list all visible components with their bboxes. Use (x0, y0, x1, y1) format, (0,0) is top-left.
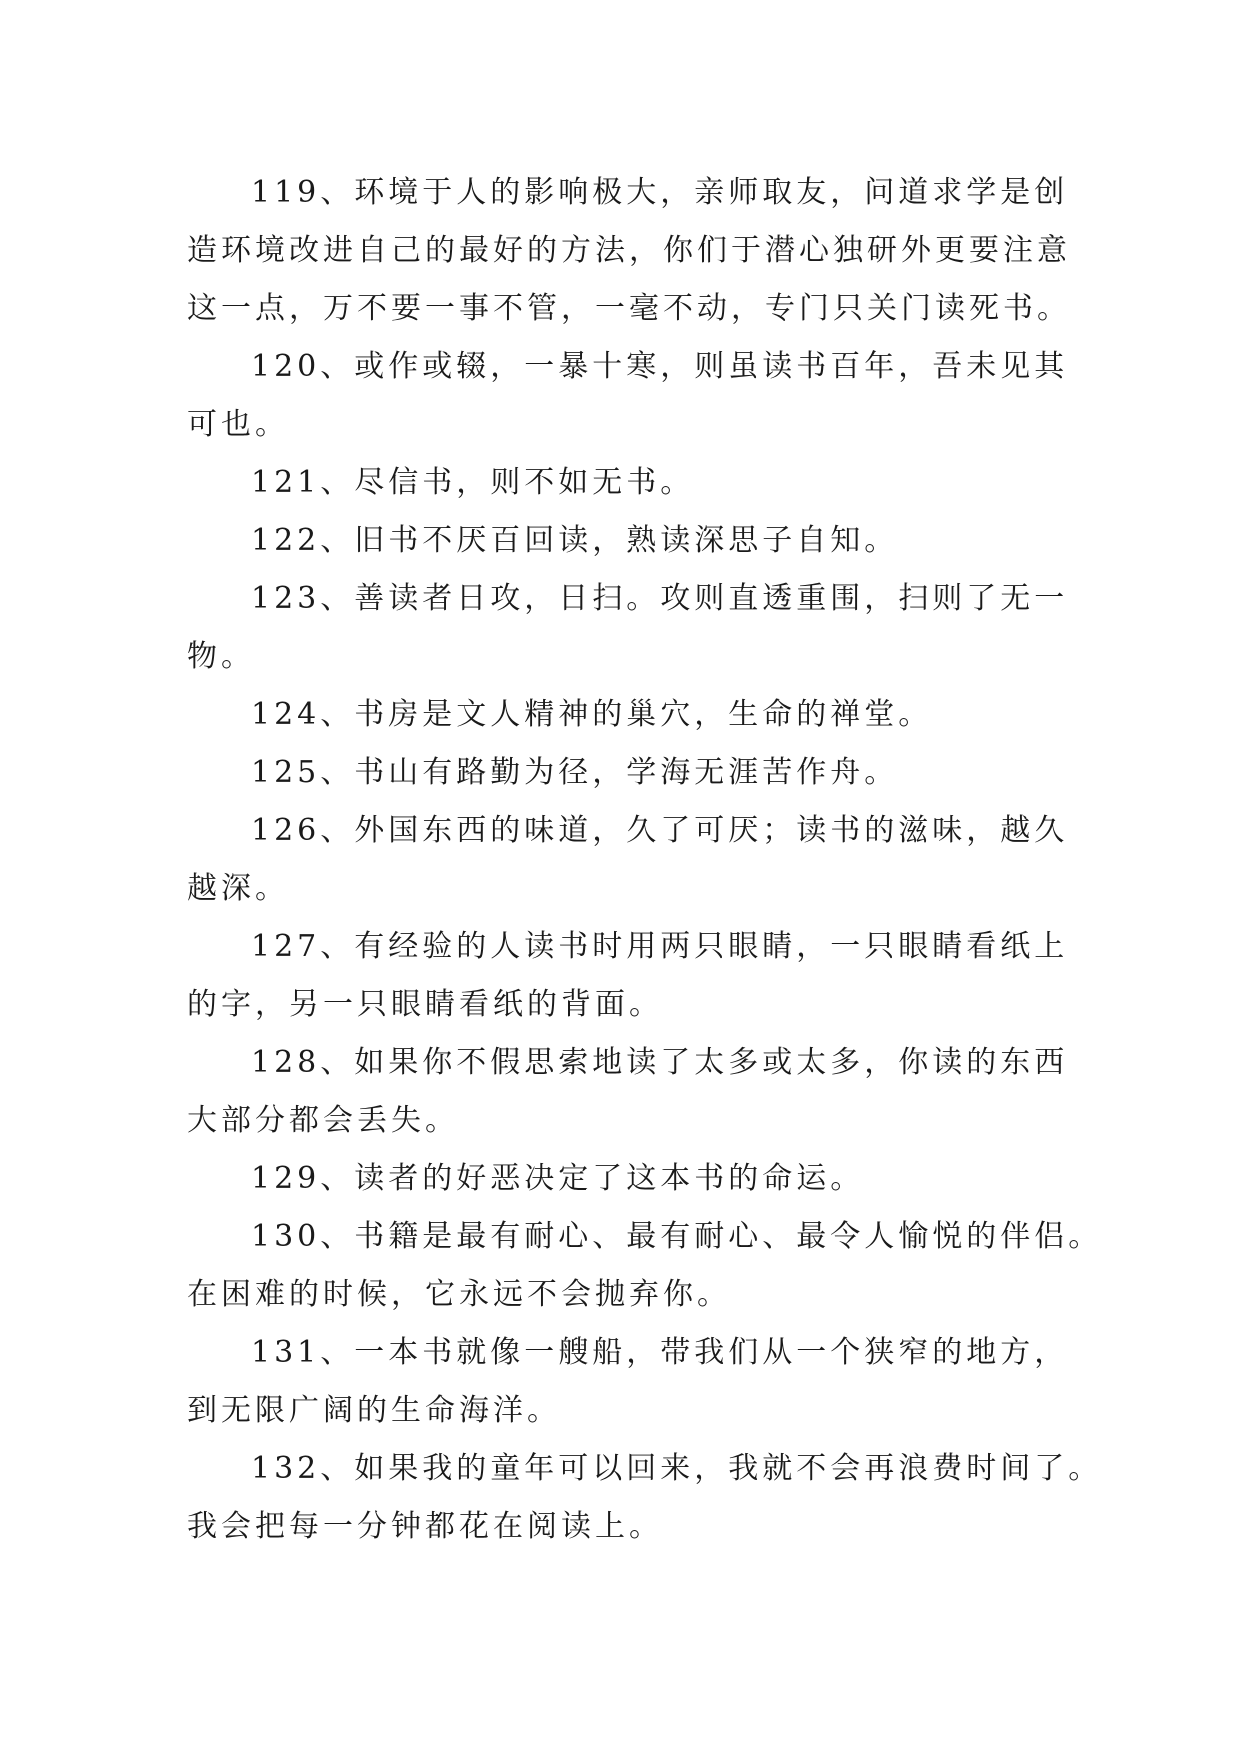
paragraph-first-line: 131、一本书就像一艘船，带我们从一个狭窄的地方， (251, 1335, 1069, 1370)
paragraph-first-line: 124、书房是文人精神的巢穴，生命的禅堂。 (251, 697, 933, 732)
paragraph-first-line: 125、书山有路勤为径，学海无涯苦作舟。 (251, 755, 899, 790)
paragraph-first-line: 129、读者的好恶决定了这本书的命运。 (251, 1161, 865, 1196)
paragraph-first-line: 119、环境于人的影响极大，亲师取友，问道求学是创 (251, 175, 1069, 210)
paragraph-continuation-line: 越深。 (187, 871, 289, 906)
paragraph-continuation-line: 造环境改进自己的最好的方法，你们于潜心独研外更要注意 (187, 233, 1071, 268)
paragraph-continuation-line: 我会把每一分钟都花在阅读上。 (187, 1509, 663, 1544)
paragraph-continuation-line: 这一点，万不要一事不管，一毫不动，专门只关门读死书。 (187, 291, 1071, 326)
paragraph-continuation-line: 物。 (187, 639, 255, 674)
paragraph-continuation-line: 大部分都会丢失。 (187, 1103, 459, 1138)
document-body (187, 164, 1103, 1556)
paragraph-first-line: 128、如果你不假思索地读了太多或太多，你读的东西 (251, 1045, 1069, 1080)
paragraph-first-line: 130、书籍是最有耐心、最有耐心、最令人愉悦的伴侣。 (251, 1219, 1103, 1254)
paragraph-continuation-line: 到无限广阔的生命海洋。 (187, 1393, 561, 1428)
paragraph-first-line: 123、善读者日攻，日扫。攻则直透重围，扫则了无一 (251, 581, 1069, 616)
paragraph-first-line: 127、有经验的人读书时用两只眼睛，一只眼睛看纸上 (251, 929, 1069, 964)
paragraph-first-line: 126、外国东西的味道，久了可厌；读书的滋味，越久 (251, 813, 1069, 848)
paragraph-first-line: 121、尽信书，则不如无书。 (251, 465, 695, 500)
paragraph-first-line: 122、旧书不厌百回读，熟读深思子自知。 (251, 523, 899, 558)
paragraph-first-line: 120、或作或辍，一暴十寒，则虽读书百年，吾未见其 (251, 349, 1069, 384)
paragraph-first-line: 132、如果我的童年可以回来，我就不会再浪费时间了。 (251, 1451, 1103, 1486)
paragraph-continuation-line: 在困难的时候，它永远不会抛弃你。 (187, 1277, 731, 1312)
paragraph-continuation-line: 可也。 (187, 407, 289, 442)
paragraph-continuation-line: 的字，另一只眼睛看纸的背面。 (187, 987, 663, 1022)
